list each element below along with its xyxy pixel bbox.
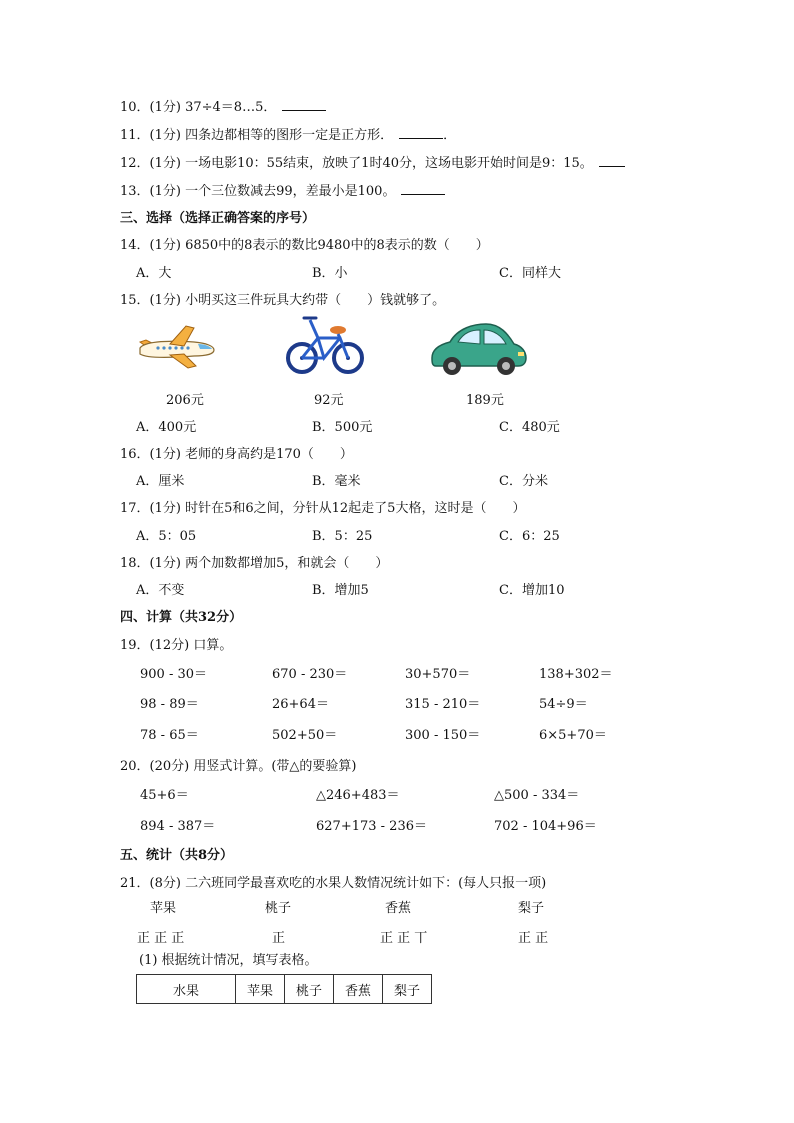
question-19-text: 19．(12分) 口算。: [120, 638, 233, 653]
q14-option-a[interactable]: A．大: [136, 266, 172, 281]
mental-calc-item: 6×5+70＝: [539, 728, 607, 743]
answer-blank[interactable]: [401, 182, 445, 195]
question-21-text: 21．(8分) 二六班同学最喜欢吃的水果人数情况统计如下：(每人只报一项): [120, 876, 547, 891]
mental-calc-item: 26+64＝: [272, 697, 329, 712]
q14-option-c[interactable]: C．同样大: [499, 266, 561, 281]
car-price: 189元: [466, 393, 504, 408]
fruit-table: [136, 974, 432, 1004]
q14-option-b[interactable]: B．小: [312, 266, 348, 281]
q18-option-b[interactable]: B．增加5: [312, 583, 369, 598]
question-13: [120, 180, 445, 199]
section-5-title: 五、统计（共8分）: [120, 848, 234, 863]
mental-calc-item: 138+302＝: [539, 667, 613, 682]
answer-blank[interactable]: [282, 98, 326, 111]
fruit-label-peach: 桃子: [265, 901, 292, 916]
table-header-cell: 水果: [137, 975, 236, 1004]
question-14-text: 14．(1分) 6850中的8表示的数比9480中的8表示的数（ ）: [120, 238, 489, 253]
answer-blank[interactable]: [399, 126, 443, 139]
bicycle-icon: [284, 314, 366, 376]
mental-calc-item: 315 - 210＝: [405, 697, 481, 712]
table-header-cell: 梨子: [383, 975, 432, 1004]
table-header-cell: 苹果: [236, 975, 285, 1004]
question-20-text: 20．(20分) 用竖式计算。(带△的要验算): [120, 759, 357, 774]
vertical-calc-item: △500 - 334＝: [494, 788, 580, 803]
q16-option-b[interactable]: B．毫米: [312, 474, 361, 489]
q18-option-c[interactable]: C．增加10: [499, 583, 565, 598]
fruit-label-pear: 梨子: [518, 901, 545, 916]
question-10-text: 10．(1分) 37÷4＝8…5．: [120, 100, 277, 115]
q17-option-b[interactable]: B．5：25: [312, 529, 373, 544]
tally-pear: 正 正: [518, 931, 549, 946]
vertical-calc-item: 627+173 - 236＝: [316, 819, 427, 834]
mental-calc-item: 300 - 150＝: [405, 728, 481, 743]
vertical-calc-item: △246+483＝: [316, 788, 400, 803]
question-11: [120, 124, 456, 143]
airplane-icon: [134, 322, 218, 372]
answer-blank[interactable]: [599, 154, 625, 167]
vertical-calc-item: 894 - 387＝: [140, 819, 216, 834]
q16-option-a[interactable]: A．厘米: [136, 474, 185, 489]
fruit-label-banana: 香蕉: [385, 901, 412, 916]
question-16-text: 16．(1分) 老师的身高约是170（ ）: [120, 447, 353, 462]
q15-option-c[interactable]: C．480元: [499, 420, 560, 435]
table-row: [137, 975, 432, 1004]
tally-banana: 正 正 丅: [380, 931, 428, 946]
mental-calc-item: 502+50＝: [272, 728, 338, 743]
plane-price: 206元: [166, 393, 204, 408]
mental-calc-item: 54÷9＝: [539, 697, 588, 712]
bike-price: 92元: [314, 393, 344, 408]
q17-option-c[interactable]: C．6：25: [499, 529, 560, 544]
table-header-cell: 桃子: [285, 975, 334, 1004]
mental-calc-item: 900 - 30＝: [140, 667, 208, 682]
question-12-text: 12．(1分) 一场电影10：55结束，放映了1时40分，这场电影开始时间是9：15。: [120, 156, 593, 171]
question-18-text: 18．(1分) 两个加数都增加5，和就会（ ）: [120, 556, 389, 571]
mental-calc-item: 98 - 89＝: [140, 697, 199, 712]
car-icon: [428, 320, 528, 376]
question-15-text: 15．(1分) 小明买这三件玩具大约带（ ）钱就够了。: [120, 293, 446, 308]
q16-option-c[interactable]: C．分米: [499, 474, 548, 489]
q17-option-a[interactable]: A．5：05: [136, 529, 197, 544]
q18-option-a[interactable]: A．不变: [136, 583, 185, 598]
section-4-title: 四、计算（共32分）: [120, 610, 243, 625]
question-11-suffix: ．: [443, 128, 457, 143]
q15-option-b[interactable]: B．500元: [312, 420, 373, 435]
section-3-title: 三、选择（选择正确答案的序号）: [120, 211, 316, 226]
tally-peach: 正: [272, 931, 286, 946]
mental-calc-item: 30+570＝: [405, 667, 471, 682]
vertical-calc-item: 45+6＝: [140, 788, 189, 803]
mental-calc-item: 670 - 230＝: [272, 667, 348, 682]
table-header-cell: 香蕉: [334, 975, 383, 1004]
fruit-label-apple: 苹果: [150, 901, 177, 916]
tally-apple: 正 正 正: [137, 931, 185, 946]
sub-question-1: (1) 根据统计情况，填写表格。: [139, 953, 318, 968]
question-10: [120, 96, 326, 115]
mental-calc-item: 78 - 65＝: [140, 728, 199, 743]
question-13-text: 13．(1分) 一个三位数减去99，差最小是100。: [120, 184, 396, 199]
q15-option-a[interactable]: A．400元: [136, 420, 197, 435]
question-11-text: 11．(1分) 四条边都相等的图形一定是正方形．: [120, 128, 394, 143]
vertical-calc-item: 702 - 104+96＝: [494, 819, 597, 834]
question-12: [120, 152, 625, 171]
question-17-text: 17．(1分) 时针在5和6之间，分针从12起走了5大格，这时是（ ）: [120, 501, 526, 516]
